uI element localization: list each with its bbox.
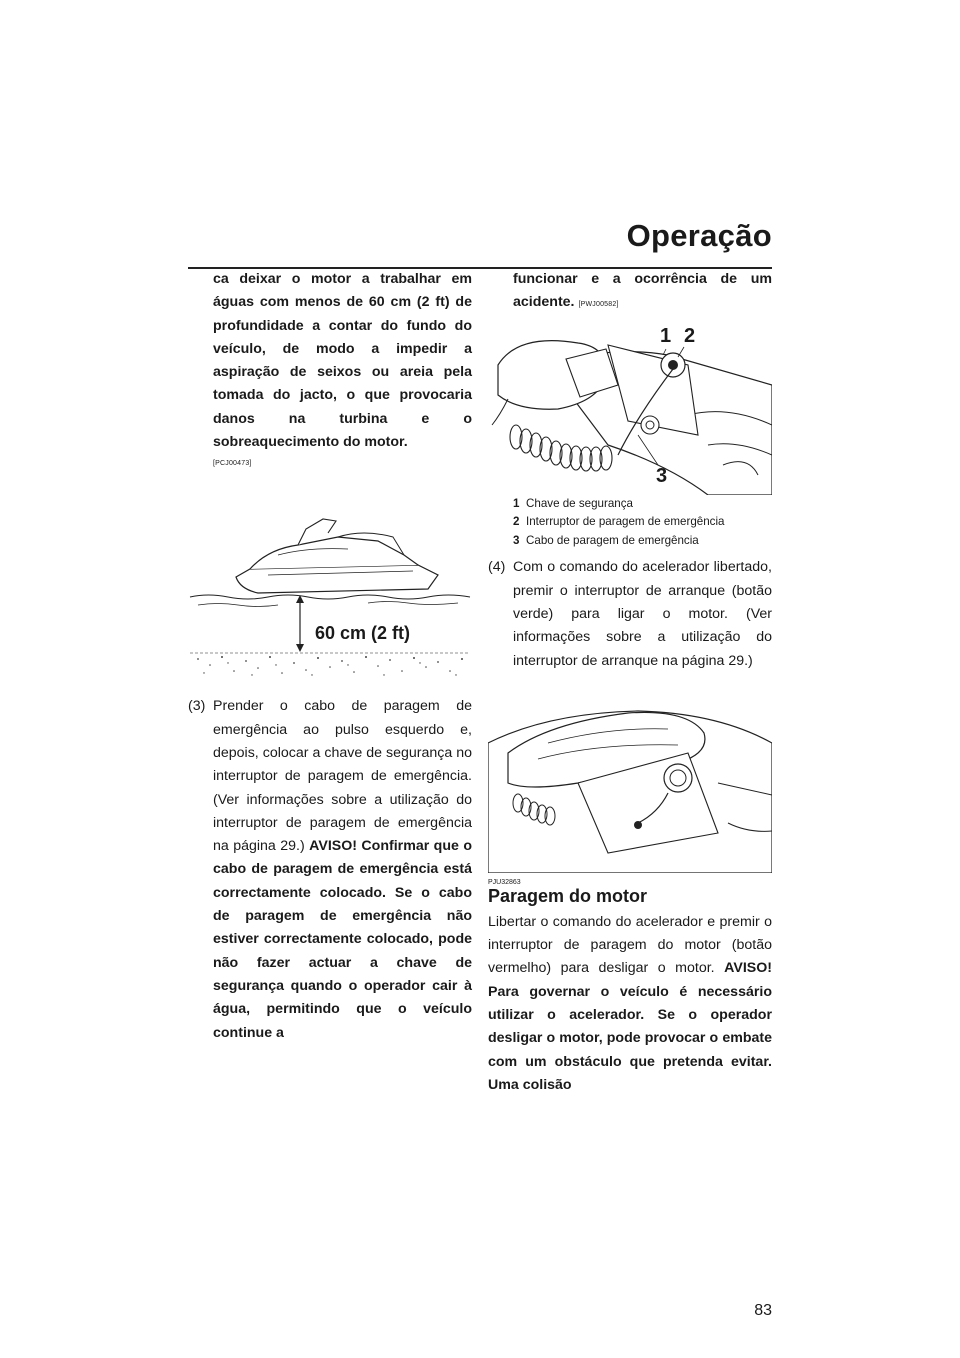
step-4 (488, 556, 772, 672)
step-4-number: (4) (488, 559, 506, 576)
step-3-aviso: AVISO! Confirmar que o cabo de paragem de emergência está correctamente colocado. Se o cabo de paragem de emergência não estiver correctamente colocado, pode não fazer actuar a chave de segurança quando o operador cair à água, permitindo que o veículo continue a (213, 838, 472, 1041)
caption-item: 1 Chave de segurança (513, 496, 633, 510)
depth-label: 60 cm (2 ft) (315, 623, 411, 644)
aviso-continuation: funcionar e a ocorrência de um acidente. [PWJ00582] (513, 271, 772, 311)
section-aviso: AVISO! Para governar o veículo é necessário utilizar o acelerador. Se o operador desligar o motor, pode provocar o embate com um obstáculo que pretenda evitar. Uma colisão (488, 960, 772, 1093)
start-button-figure (488, 683, 772, 873)
page-header-title: Operação (626, 218, 772, 253)
step-3-text: Prender o cabo de paragem de emergência ao pulso esquerdo e, depois, colocar a chave de segurança no interruptor de paragem de emergência. (Ver informações sobre a utilização do interruptor de paragem de emergência na página 29.) AVISO! Confirmar que o cabo de paragem de emergência está correctamente colocado. Se o cabo de paragem de emergência não estiver correctamente colocado, pode não fazer actuar a chave de segurança quando o operador cair à água, permitindo que o veículo continue a (213, 698, 472, 1041)
right-column (488, 268, 772, 1097)
caption-item: 3 Cabo de paragem de emergência (513, 533, 699, 547)
figure-captions (488, 495, 772, 551)
step-4-text: Com o comando do acelerador libertado, premir o interruptor de arranque (botão verde) para ligar o motor. (Ver informações sobre a utilização do interruptor de arranque na página 29.) (513, 559, 772, 669)
section-code: PJU32863 (488, 878, 521, 886)
caption-item: 2 Interruptor de paragem de emergência (513, 515, 725, 529)
callout-1: 1 (660, 324, 672, 347)
aviso-code: [PWJ00582] (578, 301, 619, 309)
warning-code: [PCJ00473] (213, 460, 252, 468)
safety-lanyard-figure (488, 325, 772, 495)
section-title: Paragem do motor (488, 885, 648, 906)
section-body: Libertar o comando do acelerador e premir o interruptor de paragem do motor (botão vermelho) para desligar o motor. AVISO! Para governar o veículo é necessário utilizar o acelerador. Se o operador desligar o motor, pode provocar o embate com um obstáculo que pretenda evitar. Uma colisão (488, 913, 772, 1093)
left-column (188, 268, 472, 1045)
callout-3: 3 (656, 464, 668, 487)
callout-2: 2 (684, 324, 696, 347)
step-3 (188, 695, 472, 1044)
warning-continuation: ca deixar o motor a trabalhar em águas com menos de 60 cm (2 ft) de profundidade a contar do fundo do veículo, de modo a impedir a aspiração de seixos ou areia pela tomada do jacto, o que provocaria danos na turbina e o sobreaquecimento do motor. (213, 271, 472, 451)
page-number: 83 (754, 1302, 772, 1319)
watercraft-depth-figure (188, 485, 472, 685)
step-3-number: (3) (188, 698, 206, 715)
